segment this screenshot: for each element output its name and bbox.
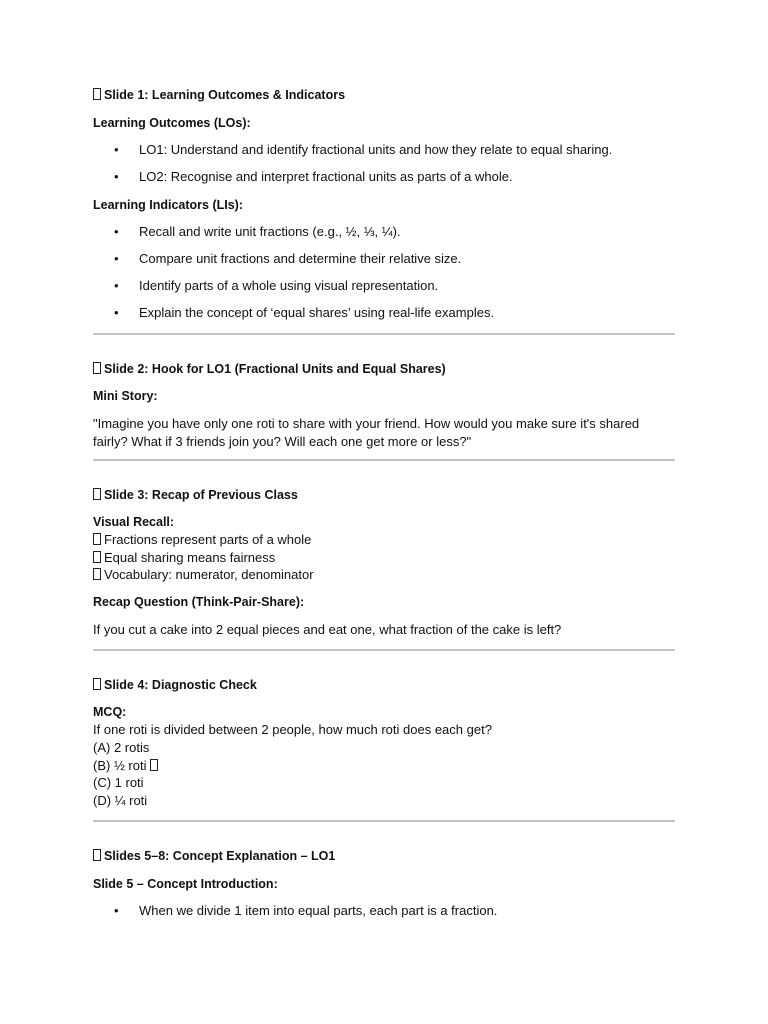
slide-5-heading [93, 847, 675, 865]
section-divider [93, 459, 675, 461]
visual-recall-label: Visual Recall: [93, 515, 175, 529]
slide-4-heading [93, 676, 675, 694]
slide-3-heading [93, 486, 675, 504]
list-item: • When we divide 1 item into equal parts, each part is a fraction. [93, 902, 675, 920]
recap-question-text: If you cut a cake into 2 equal pieces and eat one, what fraction of the cake is left? [93, 622, 562, 638]
learning-outcomes-list [93, 141, 675, 186]
list-item: • Recall and write unit fractions (e.g., ½, ⅓, ¼). [93, 223, 675, 241]
document-content [93, 86, 675, 920]
recap-question-label: Recap Question (Think-Pair-Share): [93, 595, 305, 610]
missing-glyph-box-icon [93, 488, 101, 500]
mcq-question: If one roti is divided between 2 people, how much roti does each get? [93, 722, 492, 738]
missing-glyph-box-icon [150, 759, 158, 771]
learning-outcomes-label: Learning Outcomes (LOs): [93, 116, 251, 130]
concept-introduction-list [93, 902, 675, 920]
section-divider [93, 649, 675, 651]
missing-glyph-box-icon [93, 678, 101, 690]
list-item: • LO2: Recognise and interpret fractional units as parts of a whole. [93, 168, 675, 186]
missing-glyph-box-icon [93, 568, 101, 580]
list-item: • Identify parts of a whole using visual representation. [93, 277, 675, 295]
visual-recall-list [93, 531, 675, 584]
mcq-option-d: (D) ¼ roti [93, 792, 148, 808]
mcq-option-c: (C) 1 roti [93, 775, 144, 791]
slide-1-heading [93, 86, 675, 104]
slide-2-heading-text: Slide 2: Hook for LO1 (Fractional Units and Equal Shares) [104, 362, 446, 376]
concept-introduction-label: Slide 5 – Concept Introduction: [93, 876, 278, 891]
mini-story-label: Mini Story: [93, 389, 158, 403]
slide-5-heading-text: Slides 5–8: Concept Explanation – LO1 [104, 848, 336, 863]
slide-1-heading-text: Slide 1: Learning Outcomes & Indicators [104, 88, 346, 102]
slide-2-heading [93, 360, 675, 378]
list-item: Equal sharing means fairness [93, 549, 675, 567]
list-item: Fractions represent parts of a whole [93, 531, 675, 549]
mcq-option-a: (A) 2 rotis [93, 739, 150, 755]
missing-glyph-box-icon [93, 88, 101, 100]
mcq-block [93, 721, 675, 810]
list-item: • LO1: Understand and identify fractional units and how they relate to equal sharing. [93, 141, 675, 159]
missing-glyph-box-icon [93, 849, 101, 861]
mini-story-text: "Imagine you have only one roti to share with your friend. How would you make sure it's shared fairly? What if 3 friends join you? Will each one get more or less?" [93, 416, 640, 449]
missing-glyph-box-icon [93, 551, 101, 563]
list-item: • Compare unit fractions and determine their relative size. [93, 250, 675, 268]
section-divider [93, 333, 675, 335]
slide-3-heading-text: Slide 3: Recap of Previous Class [104, 488, 298, 502]
missing-glyph-box-icon [93, 533, 101, 545]
mcq-option-b: (B) ½ roti [93, 757, 675, 775]
list-item: Vocabulary: numerator, denominator [93, 566, 675, 584]
mcq-label: MCQ: [93, 705, 127, 720]
slide-4-heading-text: Slide 4: Diagnostic Check [104, 678, 257, 693]
learning-indicators-list [93, 223, 675, 322]
section-divider [93, 820, 675, 822]
learning-indicators-label: Learning Indicators (LIs): [93, 198, 244, 212]
list-item: • Explain the concept of ‘equal shares’ using real-life examples. [93, 304, 675, 322]
missing-glyph-box-icon [93, 362, 101, 374]
